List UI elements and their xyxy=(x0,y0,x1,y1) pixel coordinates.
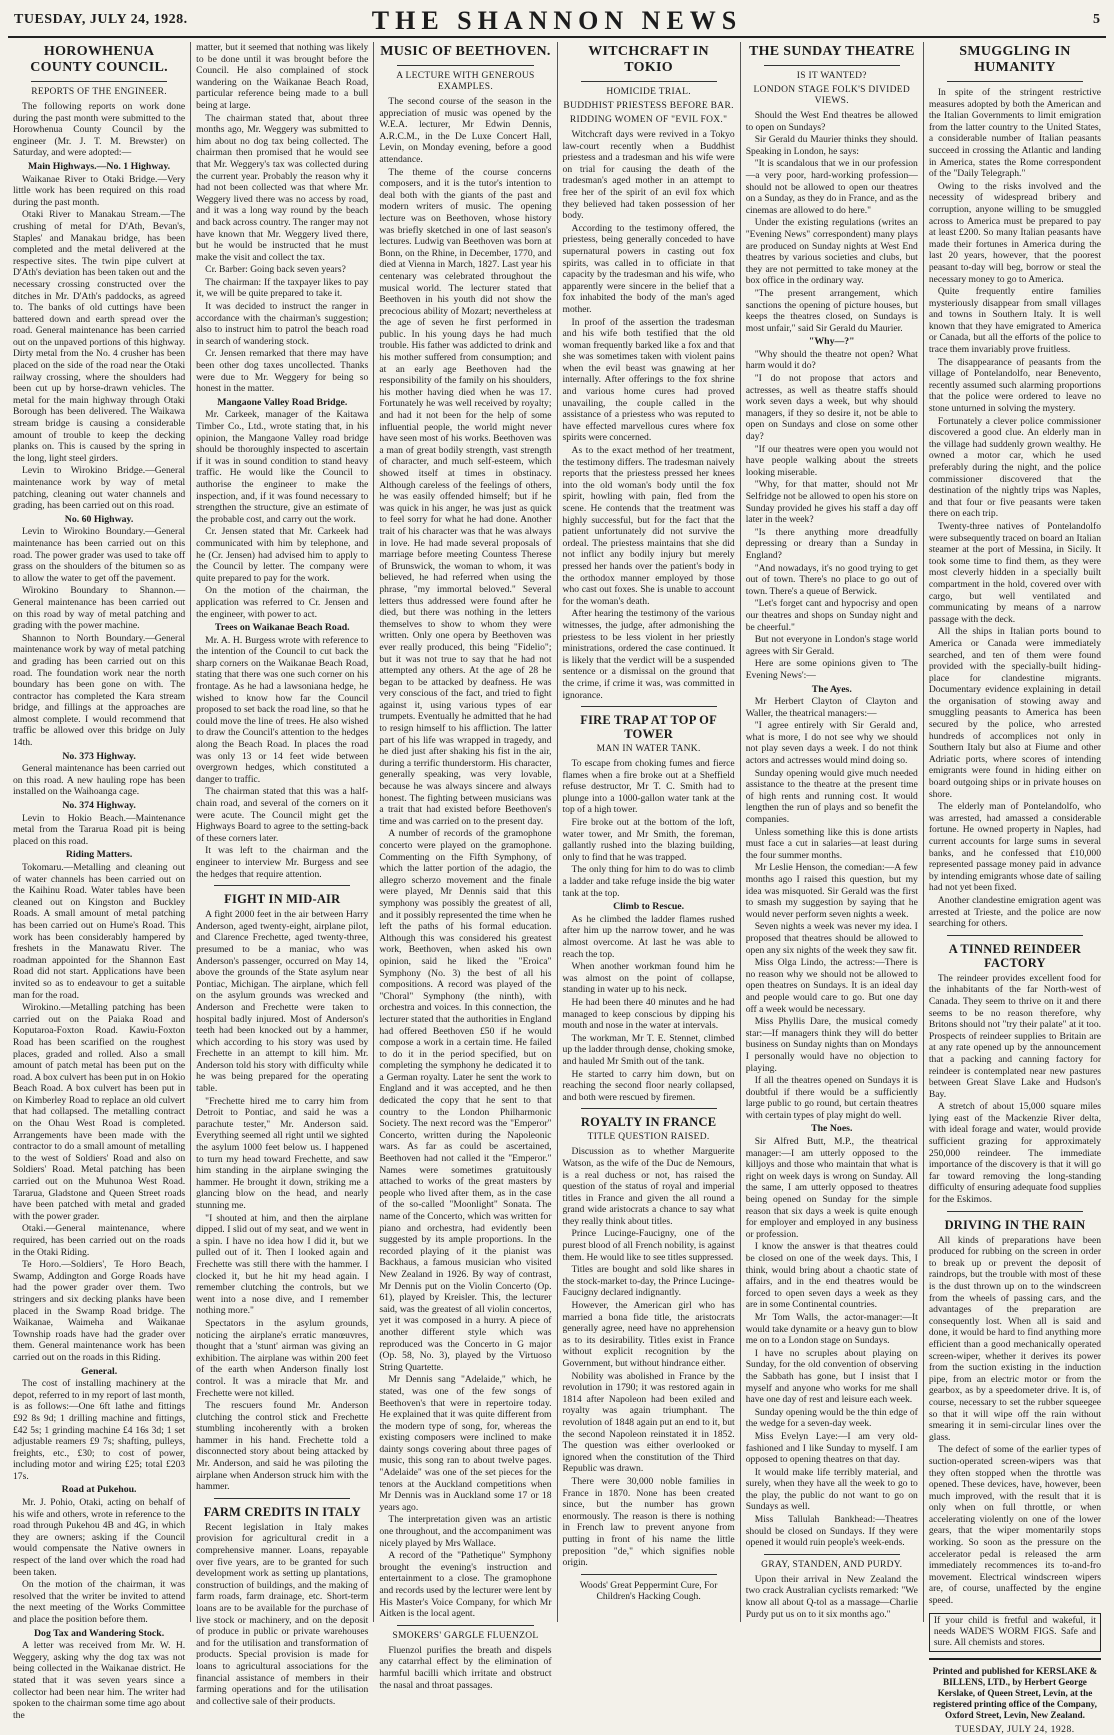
ad-cyclists-text: Upon their arrival in New Zealand the two crack Australian cyclists remarked: "We know all about Q-tol as a massage—Charlie Purdy put us on to it six months ago." xyxy=(745,1573,918,1620)
paragraph: Otaki.—General maintenance, where required, has been carried out on the roads in the Otaki Riding. xyxy=(13,1223,186,1258)
paragraph: A record of the "Pathetique" Symphony brought the evening's instruction and entertainment to a close. The gramophone and records used by the lecturer were lent by His Master's Voice Company, for which Mr Aitken is the local agent. xyxy=(379,1550,552,1620)
headline-farm-credits: FARM CREDITS IN ITALY xyxy=(203,1504,361,1519)
masthead xyxy=(8,6,1106,38)
paragraph: "Is there anything more dreadfully depressing or dreary than a Sunday in England? xyxy=(745,526,918,561)
subhead-fox: RIDDING WOMEN OF "EVIL FOX." xyxy=(569,115,728,125)
paragraph: Mr Dennis sang "Adelaide," which, he stated, was one of the few songs of Beethoven's that were in repertoire today. He explained that it was quite different from the modern type of song, for, whereas the existing composers were inclined to make dainty songs covering about three pages of music, this song ran to about twelve pages. "Adelaide" was one of the set pieces for the tenors at the Auckland competitions when Mr Dennis was in Auckland some 17 or 18 years ago. xyxy=(379,1374,552,1513)
paragraph: Prince Lucinge-Faucigny, one of the purest blood of all French nobility, is against them. He would like to see titles suppressed. xyxy=(562,1228,735,1263)
paragraph: Mr. A. H. Burgess wrote with reference to the intention of the Council to cut back the sharp corners on the Waikanae Beach Road, stating that there was one such corner on his frontage. As he had a lawsoniana hedge, he wished to know how far the Council proposed to set back the road line, so that he could move the line of trees. He also wished to draw the Council's attention to the hedges along the Beach Road. In places the road was only 13 or 14 feet wide between overgrown hedges, which constituted a danger to traffic. xyxy=(196,634,369,785)
paragraph: Wirokino Boundary to Shannon.—General maintenance has been carried out on this road by way of metal patching and grading with the power machine. xyxy=(13,585,186,632)
paragraph: Unless something like this is done artists must face a cut in salaries—at least during the four summer months. xyxy=(745,826,918,861)
headline-smuggling: SMUGGLING IN HUMANITY xyxy=(959,44,1071,75)
paragraph: On the motion of the chairman, it was resolved that the writer be invited to attend the next meeting of the Works Committee and place the position before them. xyxy=(13,1579,186,1625)
paragraph: Levin to Hokio Beach.—Maintenance metal from the Tararua Road pit is being placed on this road. xyxy=(13,812,186,847)
subhead-stage-folk: LONDON STAGE FOLK'S DIVIDED VIEWS. xyxy=(753,85,911,106)
paragraph: "Let's forget cant and hypocrisy and open our theatres and shops on Sunday night and be cheerful." xyxy=(745,598,918,633)
paragraph: Discussion as to whether Marguerite Watson, as the wife of the Duc de Nemours, is a real duchess or not, has raised the question of the status of royal and imperial titles in France and given the all round a grand wide aristocrats a chance to say what they really think about titles. xyxy=(562,1146,735,1227)
section-head: No. 374 Highway. xyxy=(62,800,136,812)
paragraph: Here are some opinions given to 'The Evening News':— xyxy=(745,658,918,681)
paragraph: I know the answer is that theatres could be closed on one of the week days. This, I think, would bring about a chaotic state of affairs, and in the end theatres would be forced to open seven days a week as they are in some Continental countries. xyxy=(745,1241,918,1311)
paragraph: Cr. Jensen stated that Mr. Carkeek had communicated with him by telephone, and he (Cr. Jensen) had advised him to apply to the Council by letter. The company were quite prepared to pay for the work. xyxy=(196,526,369,584)
paragraph: Mr Tom Walls, the actor-manager:—It would take dynamite or a heavy gun to blow me on to a London stage on Sundays. xyxy=(745,1311,918,1347)
section-head: No. 373 Highway. xyxy=(62,750,136,762)
paragraph: Mr Herbert Clayton of Clayton and Waller, the theatrical managers:— xyxy=(745,696,918,719)
subhead-lecture: A LECTURE WITH GENEROUS EXAMPLES. xyxy=(396,71,535,92)
subhead-homicide: HOMICIDE TRIAL. xyxy=(606,87,691,97)
section-head: Riding Matters. xyxy=(65,849,133,861)
paragraph: He started to carry him down, but on reaching the second floor nearly collapsed, and both were rescued by firemen. xyxy=(562,1068,735,1103)
paragraph: Quite frequently entire families mysteriously disappear from small villages and towns in Southern Italy. It is well known that they have emigrated to America or Canada, but all the efforts of the police to trace them invariably prove fruitless. xyxy=(928,286,1102,356)
section-head: Dog Tax and Wandering Stock. xyxy=(33,1627,165,1639)
paragraph: As to the exact method of her treatment, the testimony differs. The tradesman naively reports that the priestess pressed her knees into the old woman's body until the fox spirit, howling with pain, fled from the scene. He contends that the treatment was highly successful, but for the fact that the patient unfortunately did not survive the ordeal. The priestess maintains that she did not inflict any bodily injury but merely pressed her hands over the patient's body in the orthodox manner employed by those who cast out foxes. She is unable to account for the woman's death. xyxy=(562,445,735,607)
paragraph: Wirokino.—Metalling patching has been carried out on the Paiaka Road and Koputaroa-Foxton Road. Kawiu-Foxton Road has been scarified on the roughest places, graded and rolled. Also a small amount of patch metal has been put on the road. A box culvert has been put in on Hokio Beach Road. A box culvert has been put in on Kimberley Road to replace an old culvert that had collapsed. The metalling contract on the Ohau West Road is completed. Arrangements have been made with the contractor to do a small amount of metalling to the west of Soldiers' Road and also on Soldiers' Road. Metal patching has been carried out on the Muhunoa West Road. Tararua, Gladstone and Queen Street roads have been patched with metal and graded with the power grader. xyxy=(13,1002,186,1222)
paragraph: After hearing the testimony of the various witnesses, the judge, after admonishing the priestess to be less violent in her priestly ministrations, ordered the case continued. It is likely that the verdict will be a suspended sentence or a dismissal on the ground that the crime, if crime it was, was committed in ignorance. xyxy=(562,608,735,701)
paragraph: I have no scruples about playing on Sunday, for the old convention of observing the Sabbath has gone, but I insist that I myself and anyone who works for me shall have one day of rest and leisure each week. xyxy=(745,1347,918,1406)
paragraph: Mr Leslie Henson, the comedian:—A few months ago I raised this question, but my idea was misquoted. Sir Gerald was the first to smash my suggestion by saying that he would never perform seven nights a week. xyxy=(745,862,918,920)
paragraph: Sunday opening would be the thin edge of the wedge for a seven-day week. xyxy=(745,1406,918,1430)
paragraph: The theme of the course concerns composers, and it is the tutor's intention to deal both with the giants of the past and modern writers of music. The opening lecture was on Beethoven, whose history was briefly sketched in one of last season's lectures. Ludwig van Beethoven was born at Bonn, on the Rhine, in December, 1770, and died at Vienna in March, 1827. Last year his centenary was celebrated throughout the musical world. The lecturer stated that Beethoven in his youth did not show the precocious ability of Mozart; nevertheless at the age of seven he first performed in public. In his young days he had much trouble. His father was addicted to drink and his mother suffered from consumption; and at an early age Beethoven had the responsibility of the family on his shoulders, his mother having died when he was 17. Fortunately he was well received by royalty; and had it not been for the help of some influential people, the world might never have seen most of his works. Beethoven was a man of great bodily strength, vast strength of character, and much self-esteem, which showed itself at times in obstinacy. Although careless of the feelings of others, he was easily offended himself; but if he was quick in his anger, he was just as quick to feel sorry for what he had done. Another trait of his character was that he was always in love. He had made several proposals of marriage before meeting Countess Therese of Brunswick, the woman to whom, it was believed, he had referred when using the phrase, "my immortal beloved." Several letters thus addressed were found after he died, but there was nothing in the letters themselves to show to whom they were written. Only one opera by Beethoven was ever really produced, this being "Fidelio"; but it was not true to say that he had not attempted any others. At the age of 28 he began to be attacked by deafness. He was very conscious of the fact, and tried to fight against it, using various types of ear trumpets. Eventually he admitted that he had to resign himself to his affliction. The latter part of his life was wrapped in tragedy, and he died just after shaking his fist in the air, during a terrific thunderstorm. His character, generally speaking, was very lovable, because he was always sincere and always honest. The fighting between musicians was a trait that had existed before Beethoven's time and was carried on to the present day. xyxy=(379,166,552,827)
paragraph: It would make life terribly material, and surely, when they have all the week to go to the play, the public do not want to go on Sundays as well. xyxy=(745,1466,918,1513)
paragraph: But not everyone in London's stage world agrees with Sir Gerald. xyxy=(745,634,918,657)
section-head: Main Highways.—No. 1 Highway. xyxy=(28,160,171,172)
paragraph: Sir Gerald du Maurier thinks they should. Speaking in London, he says: xyxy=(745,134,918,157)
paragraph: Miss Tallulah Bankhead:—Theatres should be closed on Sundays. If they were opened it would ruin people's week-ends. xyxy=(745,1514,918,1549)
ad-woods-peppermint: Woods' Great Peppermint Cure, For Children's Hacking Cough. xyxy=(579,1579,718,1603)
paragraph: Waikanae River to Otaki Bridge.—Very little work has been required on this road during the past month. xyxy=(13,173,186,208)
paragraph: Fire broke out at the bottom of the loft, water tower, and Mr Smith, the foreman, gallantly rushed into the blazing building, only to find that he was trapped. xyxy=(562,817,735,863)
issue-date: TUESDAY, JULY 24, 1928. xyxy=(14,12,188,27)
page-number: 5 xyxy=(1093,12,1100,27)
paragraph: The disappearance of peasants from the village of Pontelandolfo, near Benevento, recently assumed such alarming proportions that the police were ordered to leave no stone unturned in solving the mystery. xyxy=(928,356,1102,415)
paragraph: Another clandestine emigration agent was arrested at Trieste, and the police are now searching for others. xyxy=(928,894,1102,930)
paragraph: The reindeer provides excellent food for the inhabitants of the far North-west of Canada. They seem to thrive on it and there seems to be no reason therefore, why Britons should not "try their palate" at it too. Prospects of reindeer supplies to Britain are at any rate opened up by the announcement that a packing and canning factory for reindeer is contemplated near new pastures between Great Slave Lake and Hudson's Bay. xyxy=(928,972,1102,1100)
paragraph: Fortunately a clever police commissioner discovered a good clue. An elderly man in the village had suddenly grown wealthy. He owned a motor car, which he used preferably during the night, and the police commissioner discovered that the destination of the nightly trips was Naples, and that four or five peasants were taken there on each trip. xyxy=(928,415,1102,520)
paragraph: The second course of the season in the appreciation of music was opened by the W.E.A. lecturer, Mr Edwin Dennis, A.R.C.M., in the De Luxe Concert Hall, Levin, on Monday evening, before a good attendance. xyxy=(379,96,552,165)
paragraph: The rescuers found Mr. Anderson clutching the control stick and Frechette stumbling incoherently with a broken hammer in his hand. Frechette told a disconnected story about being attacked by Mr. Anderson, and said he was piloting the airplane when Anderson struck him with the hammer. xyxy=(196,1400,369,1493)
paragraph: Under the existing regulations (writes an "Evening News" correspondent) many plays are produced on Sunday nights at West End theatres by various societies and clubs, but they are not permitted to take money at the box office in the ordinary way. xyxy=(745,217,918,287)
paragraph: The defect of some of the earlier types of suction-operated screen-wipers was that they often stopped when the throttle was opened. These devices, have, however, been much improved, with the result that it is only when on full throttle, or when accelerating violently on one of the lower gears, that the wiper momentarily stops working. So soon as the pressure on the accelerator pedal is released the arm immediately recommences its to-and-fro movement. Electrical windscreen wipers are, of course, unaffected by the engine speed. xyxy=(928,1444,1102,1607)
paragraph: Levin to Wirokino Bridge.—General maintenance work by way of metal patching, cleaning out water channels and grading, has been carried out on this road. xyxy=(13,465,186,512)
subhead-wanted: IS IT WANTED? xyxy=(796,71,867,81)
paragraph: A letter was received from Mr. W. H. Weggery, asking why the dog tax was not being collected in the Waikanae district. He stated that it was seven years since a collector had been near him. The writer had spoken to the chairman some time ago about the xyxy=(13,1640,186,1721)
paragraph: The following reports on work done during the past month were submitted to the Horowhenua County Council by the engineer (Mr. J. T. M. Brewster) on Saturday, and were adopted:— xyxy=(13,101,186,159)
paragraph: All kinds of preparations have been produced for rubbing on the screen in order to break up or prevent the deposit of raindrops, but the trouble with most of these is the dust thrown up on to the windscreen from the wheels of passing cars, and the advantages of the preparation are consequently lost. When all is said and done, it would be hard to find anything more efficient than a good mechanically operated screen-wiper, whether it derives its power from the suction existing in the induction pipe, from an electric motor or from the gearbox, as by a speedometer drive. It is, of course, necessary to set the rubber squeegee so that it will wipe off the rain without smearing it in semi-circular lines over the glass. xyxy=(928,1234,1102,1443)
headline-royalty: ROYALTY IN FRANCE xyxy=(580,1115,717,1130)
paragraph: There were 30,000 noble families in France in 1870. None has been created since, but the number has grown enormously. The reason is there is nothing in French law to prevent anyone from putting in front of his name the little preposition "de," which signifies noble origin. xyxy=(562,1475,735,1569)
headline-fire-trap: FIRE TRAP AT TOP OF TOWER xyxy=(580,713,717,742)
column-1 xyxy=(8,42,191,1721)
paragraph: "If our theatres were open you would not have people walking about the streets looking miserable. xyxy=(745,443,918,478)
paragraph: It was left to the chairman and the engineer to interview Mr. Burgess and see the hedges that require attention. xyxy=(196,845,369,880)
paragraph: "I do not propose that actors and actresses, as well as theatre staffs should work seven days a week, but why should managers, if they so desire it, not be able to open on Sundays and close on some other day? xyxy=(745,373,918,443)
section-head: "Why—?" xyxy=(808,336,855,348)
ad-fluenzol-title: SMOKERS' GARGLE FLUENZOL xyxy=(392,1630,539,1641)
column-3 xyxy=(374,42,557,1691)
paragraph: Miss Evelyn Laye:—I am very old-fashioned and I like Sunday to myself. I am opposed to opening theatres on that day. xyxy=(745,1430,918,1466)
paragraph: Owing to the risks involved and the necessity of widespread bribery and corruption, anyone willing to be smuggled across to America must be prepared to pay at least £200. So many Italian peasants have made their fortunes in America during the last 20 years, however, that the poorest peasant to-day will beg, borrow or steal the necessary money to go to America. xyxy=(928,180,1102,285)
paragraph: The only thing for him to do was to climb a ladder and take refuge inside the big water tank at the top. xyxy=(562,864,735,899)
paragraph: Seven nights a week was never my idea. I proposed that theatres should be allowed to open any six nights of the week they saw fit. xyxy=(745,921,918,956)
section-head: The Noes. xyxy=(811,1123,853,1135)
section-head: Mangaone Valley Road Bridge. xyxy=(217,396,348,408)
columns xyxy=(8,42,1106,1735)
paragraph: All the ships in Italian ports bound to America or Canada were immediately searched, and ten of them were found provided with the specially-built hiding-place for clandestine migrants. Documentary evidence explaining in detail the organisation of stowing away and smuggling peasants to America has been secured by the police, who arrested hundreds of accomplices not only in Southern Italy but also at Fiume and other Adriatic ports, where scores of intending emigrants were found in hiding either on board outgoing ships or in private houses on shore. xyxy=(928,626,1102,800)
section-head: Road at Pukehou. xyxy=(61,1484,137,1496)
footer-date: TUESDAY, JULY 24, 1928. xyxy=(955,1723,1075,1735)
section-head: Climb to Rescue. xyxy=(613,901,685,913)
paragraph: Cr. Jensen remarked that there may have been other dog taxes uncollected. Thanks were due to Mr. Weggery for being so honest in the matter. xyxy=(196,348,369,395)
paragraph: "I agree entirely with Sir Gerald and, what is more, I do not see why we should not play seven days a week. I do not think actors and actresses would mind doing so. xyxy=(745,720,918,767)
paragraph: Tokomaru.—Metalling and cleaning out of water channels has been carried out on the Kaihinu Road. Water tables have been cleaned out on Kingston and Buckley Roads. A small amount of metal patching has been carried out on Hume's Road. This work has been considerably hampered by freshets in the Manawatu River. The roadman appointed for the Shannon East Road did not start. Applications have been invited so as to endeavour to get a suitable man for the road. xyxy=(13,862,186,1001)
paragraph: According to the testimony offered, the priestess, being generally conceded to have supernatural powers in casting out fox spirits, was called in to officiate in that capacity by the tradesman and his wife, who apparently were sincere in the belief that a fox inhabited the body of the man's aged mother. xyxy=(562,222,735,315)
subhead-priestess: BUDDHIST PRIESTESS BEFORE BAR. xyxy=(563,101,734,111)
paragraph: Otaki River to Manakau Stream.—The crushing of metal for D'Ath, Bevan's, Staples' and Manakau bridge, has been completed and the metal delivered at the respective sites. The twin pipe culvert at D'Ath's deviation has been taken out and the necessary crossing constructed over the ditches in Mr. D'Ath's paddocks, as agreed to. The banks of old cuttings have been battered down and earth spread over the road. General maintenance has been carried out on the unpaved portions of this highway. Dirty metal from the No. 4 crusher has been placed on the side of the road near the Otaki railway crossing, where the shoulders had been cut up by horse-drawn vehicles. The metal for the main highway through Otaki Borough has been delivered. The Waikawa stream bridge is causing a considerable amount of trouble to keep the decking planks on. This is caused by the spring in the long, light steel girders. xyxy=(13,209,186,464)
headline-council: HOROWHENUA COUNTY COUNCIL. xyxy=(30,44,168,75)
paragraph: In spite of the stringent restrictive measures adopted by both the American and the Italian Governments to limit emigration from the latter country to the United States, a considerable number of Italian peasants succeed in crossing the Atlantic and landing in America, states the Rome correspondent of the "Daily Telegraph." xyxy=(928,87,1102,180)
section-head: General. xyxy=(80,1365,118,1377)
paragraph: To escape from choking fumes and fierce flames when a fire broke out at a Sheffield refuse destructor, Mr T. C. Smith had to plunge into a 1000-gallon water tank at the top of a high tower. xyxy=(562,758,735,816)
paragraph: "Frechette hired me to carry him from Detroit to Pontiac, and said he was a parachute tester," Mr. Anderson said. Everything seemed all right until we sighted the asylum 1000 feet below us. I happened to turn my head toward Frechette, and saw him standing in the airplane swinging the hammer. He brought it down, striking me a glancing blow on the head, and nearly stunning me. xyxy=(196,1095,369,1211)
paragraph: matter, but it seemed that nothing was likely to be done until it was brought before the Council. He also complained of stock wandering on the Waikanae Beach Road, particular reference being made to a bull being at large. xyxy=(196,42,369,111)
paragraph: The chairman: If the taxpayer likes to pay it, we will be quite prepared to take it. xyxy=(196,276,369,300)
paragraph: Mr. J. Pohio, Otaki, acting on behalf of his wife and others, wrote in reference to the road through Pukehou 4B and 4G, in which they are owners; asking if the Council would compensate the Native owners in respect of the land over which the road had been taken. xyxy=(13,1497,186,1578)
paragraph: General maintenance has been carried out on this road. A new hauling rope has been installed on the Waihoanga cage. xyxy=(13,763,186,798)
headline-driving-rain: DRIVING IN THE RAIN xyxy=(944,1217,1086,1232)
paragraph: The workman, Mr T. E. Stennet, climbed up the ladder through dense, choking smoke, and hauled Mr Smith out of the tank. xyxy=(562,1032,735,1067)
paragraph: Witchcraft days were revived in a Tokyo law-court recently when a Buddhist priestess and a tradesman and his wife were on trial for causing the death of the tradesman's aged mother in an attempt to free her of the spirit of an evil fox which they believed had taken possession of her body. xyxy=(562,129,735,222)
headline-fight: FIGHT IN MID-AIR xyxy=(224,892,341,907)
paragraph: "Why should the theatre not open? What harm would it do? xyxy=(745,348,918,372)
headline-reindeer: A TINNED REINDEER FACTORY xyxy=(948,941,1082,970)
column-6 xyxy=(924,42,1106,1735)
headline-witchcraft: WITCHCRAFT IN TOKIO xyxy=(588,44,709,75)
paragraph: However, the American girl who has married a bona fide title, the aristocrats generally agree, need have no apprehension as to its desirability. Titles exist in France without explicit recognition by the Government, but without hindrance either. xyxy=(562,1300,735,1369)
paragraph: "The present arrangement, which sanctions the opening of picture houses, but keeps the theatres closed, on Sundays is most unfair," said Sir Gerald du Maurier. xyxy=(745,287,918,334)
paragraph: Recent legislation in Italy makes provision for agricultural credit in a comprehensive manner. Loans, repayable over five years, are to be granted for such development work as setting up plantations, construction of buildings, and the making of farm roads, farm drainage, etc. Short-term loans are to be available for the purchase of live stock or machinery, and on the deposit of produce in public or private warehouses and for the utilisation and transformation of products. Special provision is made for loans to agricultural associations for the financial assistance of members in their farming operations and for the utilisation and collective sale of their products. xyxy=(196,1521,369,1707)
section-head: No. 60 Highway. xyxy=(64,513,134,525)
paragraph: Nobility was abolished in France by the revolution in 1790; it was restored again in 1814 after Napoleon had been exiled and royalty was again triumphant. The revolution of 1848 again put an end to it, but the second Napoleon reinstated it in 1852. The question was either overlooked or ignored when the constitution of the Third Republic was drawn. xyxy=(562,1370,735,1475)
headline-beethoven: MUSIC OF BEETHOVEN. xyxy=(380,44,551,59)
paragraph: Spectators in the asylum grounds, noticing the airplane's erratic manœuvres, thought that a 'stunt' airman was giving an exhibition. The airplane was within 200 feet of the earth when Anderson finally lost control. It was a miracle that Mr. and Frechette were not killed. xyxy=(196,1317,369,1399)
ad-fluenzol-text: Fluenzol purifies the breath and dispels any catarrhal effect by the elimination of harmful bacilli which irritate and obstruct the nasal and throat passages. xyxy=(379,1644,552,1691)
paragraph: The chairman stated that this was a half-chain road, and several of the corners on it were acute. The Council might get the Highways Board to agree to the setting-back of these corners later. xyxy=(196,786,369,844)
paragraph: The cost of installing machinery at the depot, referred to in my report of last month, is as follows:—One 6ft lathe and fittings £92 8s 9d; 1 drilling machine and fittings, £42 5s; 1 grinding machine £4 16s 3d; 1 set adjustable reamers £9 7s; shafting, pulleys, freights, etc., £30; to cost of power, including motor and wiring £25; total £203 17s. xyxy=(13,1378,186,1482)
paragraph: Miss Phyllis Dare, the musical comedy star:—If managers think they will do better business on Sunday nights than on Mondays I personally would have no objection to playing. xyxy=(745,1016,918,1074)
paragraph: When another workman found him he was almost on the point of collapse, standing in water up to his neck. xyxy=(562,961,735,996)
paragraph: A fight 2000 feet in the air between Harry Anderson, aged twenty-eight, airplane pilot, and Clarence Frechette, aged twenty-three, presumed to be a maniac, who was Anderson's passenger, occurred on May 14, above the grounds of the State asylum near Pontiac, Michigan. The airplane, which fell on the asylum grounds was wrecked and Anderson and Frechette were taken to hospital badly injured. Most of Anderson's teeth had been knocked out by a hammer, which according to his story was used by Frechette in an attempt to kill him. Mr. Anderson told his story with difficulty while he was being prepared for the operating table. xyxy=(196,909,369,1095)
column-5 xyxy=(741,42,924,1622)
paragraph: A stretch of about 15,000 square miles lying east of the Mackenzie River delta, with ideal forage and water, would provide sufficient grazing for approximately 250,000 reindeer. The immediate importance of the discovery is that it will go far toward removing the long-standing difficulty of ensuring adequate food supplies for the Eskimos. xyxy=(928,1101,1102,1206)
subhead-water-tank: MAN IN WATER TANK. xyxy=(596,744,701,755)
paragraph: Twenty-three natives of Pontelandolfo were subsequently traced on board an Italian steamer at the port of Messina, in Sicily. It took some time to find them, as they were most cleverly hidden in a specially built compartment in the hold, covered over with cargo, but well ventilated and communicating by means of a narrow passage with the deck. xyxy=(928,520,1102,625)
paragraph: Miss Olga Lindo, the actress:—There is no reason why we should not be allowed to open theatres on Sundays. It is an ideal day and people would care to go. But one day off a week would be necessary. xyxy=(745,957,918,1015)
paragraph: A number of records of the gramophone concerto were played on the gramophone. Commenting on the Fifth Symphony, of which the latter portion of the adagio, the allegro scherzo movement and the finale were played, Mr Dennis said that this symphony was possibly the greatest of all, and it possibly represented the time when he left the paths of his formal education. Although this was considered his greatest work, Beethoven, when asked his own opinion, said he liked the "Eroica" Symphony (No. 3) the best of all his compositions. A record was played of the "Choral" Symphony (the ninth), with orchestra and voices. In this connection, the lecturer stated that the authorities in England had offered Beethoven £50 if he would compose a work in a certain time. He failed to do it in the period specified, but on completing the symphony he dedicated it to a German royalty. Later he sent the work to England and it was accepted, and he then dedicated the copy that he sent to that country to the London Philharmonic Society. The next record was the "Emperor" Concerto, written during the Napoleonic wars. As far as could be ascertained, Beethoven had not called it the "Emperor." Names were sometimes gratuitously attached to works of the great masters by people who lived after them, as in the case of the so-called "Moonlight" Sonata. The name of the Concerto, which was written for piano and orchestra, had evidently been suggested by its ample proportions. In the recorded playing of it the pianist was Backhaus, a famous musician who visited New Zealand in 1926. By way of contrast, Mr Dennis put on the Violin Concerto (Op. 61), played by Kreisler. This, the lecturer said, was the greatest of all violin concertos, yet it was composed in a hurry. A piece of another different style which was reproduced was the Concerto in G major (Op. 58, No. 3), played by the Virtuoso String Quartette. xyxy=(379,828,552,1373)
paragraph: "And nowadays, it's no good trying to get out of town. There's no place to go out of town. There's a queue of Berwick. xyxy=(745,562,918,597)
section-head: Trees on Waikanae Beach Road. xyxy=(214,622,350,634)
paragraph: The chairman stated that, about three months ago, Mr. Weggery was submitted to him about no dog tax being collected. The chairman then promised that he would see that Mr. Weggery's tax was collected during the current year. Probably the reason why it had not been collected was that where Mr. Weggery lived there was no access by road, and it was a long way round by the beach and back across country. The ranger may not have known that Mr. Weggery lived there, but he would be instructed that he must make the visit and collect the tax. xyxy=(196,112,369,263)
paragraph: Mr. Carkeek, manager of the Kaitawa Timber Co., Ltd., wrote stating that, in his opinion, the Mangaone Valley road bridge should be thoroughly inspected to ascertain if it was in sound condition to stand heavy traffic. He would like the Council to authorise the engineer to make the inspection, and, if it was found necessary to strengthen the structure, give an estimate of the probable cost, and carry out the work. xyxy=(196,409,369,525)
ad-cyclists-title: GRAY, STANDEN, AND PURDY. xyxy=(761,1559,903,1570)
paragraph: On the motion of the chairman, the application was referred to Cr. Jensen and the engineer, with power to act. xyxy=(196,585,369,620)
paragraph: Shannon to North Boundary.—General maintenance work by way of metal patching and grading has been carried out on this road. The foundation work near the north boundary has been gone on with. The contractor has completed the Kara stream bridge, and fillings at the approaches are almost complete. I would recommend that traffic be allowed over this bridge on July 14th. xyxy=(13,632,186,749)
headline-sunday-theatre: THE SUNDAY THEATRE xyxy=(748,44,915,59)
section-head: The Ayes. xyxy=(811,683,852,695)
subhead-engineer: REPORTS OF THE ENGINEER. xyxy=(31,87,167,97)
paragraph: Sunday opening would give much needed assistance to the theatre at the present time of high rents and running cost. It would lengthen the run of plays and so benefit the companies. xyxy=(745,767,918,826)
paragraph: It was decided to instruct the ranger in accordance with the chairman's suggestion; also to instruct him to patrol the beach road in search of wandering stock. xyxy=(196,301,369,347)
paragraph: If all the theatres opened on Sundays it is doubtful if there would be a sufficiently large public to go round, but certain theatres with certain types of play might do well. xyxy=(745,1075,918,1121)
paragraph: As he climbed the ladder flames rushed after him up the narrow tower, and he was almost overcome. At last he was able to reach the top. xyxy=(562,913,735,960)
paragraph: "It is scandalous that we in our profession—a very poor, hard-working profession—should not be allowed to open our theatres on a Sunday, as they do in France, and as the cinemas are allowed to do here." xyxy=(745,158,918,216)
paragraph: Titles are bought and sold like shares in the stock-market to-day, the Prince Lucinge-Faucigny declared indignantly. xyxy=(562,1264,735,1299)
paragraph: Te Horo.—Soldiers', Te Horo Beach, Swamp, Addington and Gorge Roads have had the power grader over them. Two stringers and six decking planks have been placed in the Swamp Road bridge. The Waikanae, Waimeha and Waikanae Township roads have had the grader over them. General maintenance work has been carried out on the roads in this Riding. xyxy=(13,1259,186,1363)
ad-worm-figs: If your child is fretful and wakeful, it needs WADE'S WORM FIGS. Safe and sure. All chemists and stores. xyxy=(929,1613,1101,1652)
paragraph: Should the West End theatres be allowed to open on Sundays? xyxy=(745,110,918,133)
subhead-title-question: TITLE QUESTION RAISED. xyxy=(587,1132,710,1143)
newspaper-title: THE SHANNON NEWS xyxy=(371,6,743,35)
paragraph: The elderly man of Pontelandolfo, who was arrested, had amassed a considerable fortune. He owned property in Naples, had current accounts for large sums in several banks, and he confessed that £10,000 represented passage money paid in advance by intending emigrants whose date of sailing had not yet been fixed. xyxy=(928,801,1102,894)
column-4 xyxy=(558,42,741,1622)
paragraph: Sir Alfred Butt, M.P., the theatrical manager:—I am utterly opposed to the killjoys and those who maintain that what is right on week days is wrong on Sunday. All the same, I am utterly opposed to theatres being opened on Sunday for the simple reason that six days a week is quite enough for employer and employed in any business or profession. xyxy=(745,1136,918,1240)
paragraph: Levin to Wirokino Boundary.—General maintenance has been carried out on this road. The power grader was used to take off grass on the shoulders of the bitumen so as to allow the water to get off the pavement. xyxy=(13,526,186,584)
paragraph: "I shouted at him, and then the airplane dipped. I slid out of my seat, and we went in a spin. I have no idea how I did it, but we pulled out of it. Then I looked again and Frechette was still there with the hammer. I clocked it, but he hit my head again. I remember clutching the controls, but we went into a nose dive, and I remember nothing more." xyxy=(196,1212,369,1317)
paragraph: In proof of the assertion the tradesman and his wife both testified that the old woman frequently barked like a fox and that she was sometimes taken with violent pains when the evil beast was gnawing at her internally. After offerings to the fox shrine and various home cures had proved unavailing, the couple called in the assistance of a priestess who was reputed to have effected marvellous cures where fox spirits were concerned. xyxy=(562,316,735,444)
paragraph: Cr. Barber: Going back seven years? xyxy=(205,264,346,276)
printer-imprint: Printed and published for KERSLAKE & BILLENS, LTD., by Herbert George Kerslake, of Queen Street, Levin, at the registered printing office of the Company, Oxford Street, Levin, New Zealand. xyxy=(932,1665,1098,1720)
paragraph: The interpretation given was an artistic one throughout, and the accompaniment was nicely played by Mrs Wallace. xyxy=(379,1514,552,1549)
paragraph: "Why, for that matter, should not Mr Selfridge not be allowed to open his store on Sunday provided he gives his staff a day off later in the week? xyxy=(745,479,918,526)
paragraph: He had been there 40 minutes and he had managed to keep conscious by dipping his mouth and nose in the water at intervals. xyxy=(562,996,735,1032)
column-2 xyxy=(191,42,374,1707)
